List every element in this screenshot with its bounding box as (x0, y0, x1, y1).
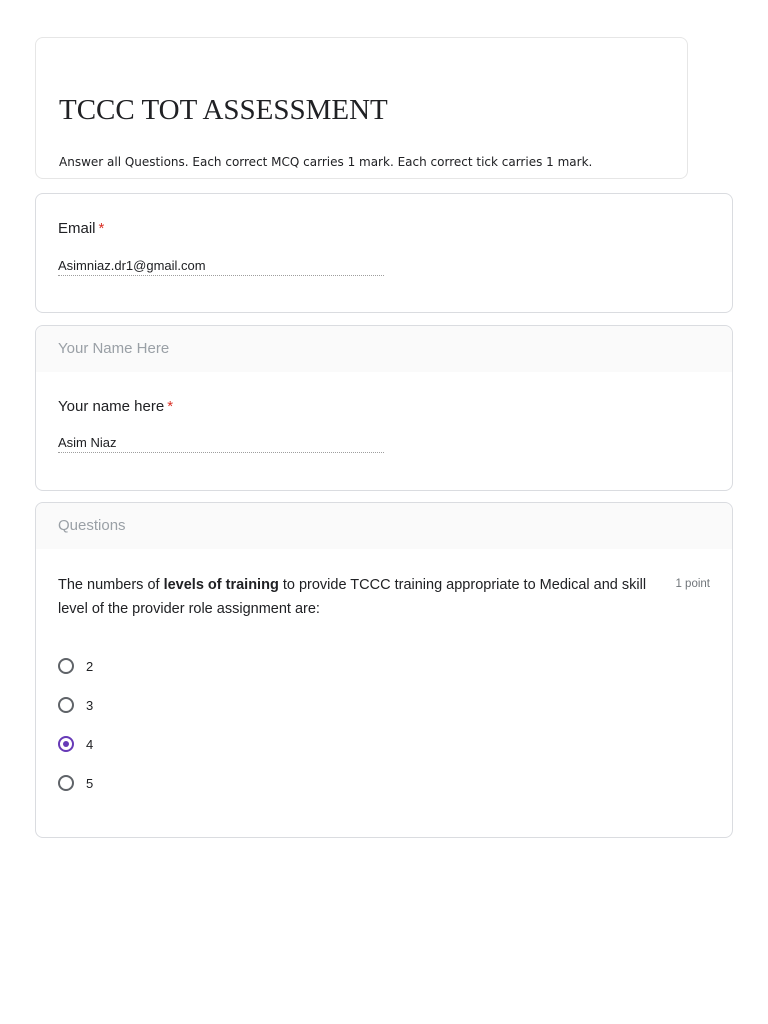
radio-unchecked-icon[interactable] (58, 775, 74, 791)
questions-section-card (35, 502, 733, 838)
question-text-bold: levels of training (163, 577, 279, 593)
option-label: 5 (86, 775, 94, 791)
form-description: Answer all Questions. Each correct MCQ carries 1 mark. Each correct tick carries 1 mark. (59, 155, 593, 169)
required-asterisk: * (98, 220, 105, 237)
section-title: Questions (58, 517, 126, 534)
form-title: TCCC TOT ASSESSMENT (59, 94, 388, 126)
email-field[interactable]: Asimniaz.dr1@gmail.com (58, 258, 384, 276)
name-label: Your name here (58, 398, 165, 415)
option-5[interactable] (58, 772, 93, 794)
question-text (58, 573, 648, 621)
email-label-row (58, 220, 104, 237)
name-field[interactable]: Asim Niaz (58, 435, 384, 453)
radio-unchecked-icon[interactable] (58, 697, 74, 713)
email-label: Email (58, 220, 96, 237)
radio-unchecked-icon[interactable] (58, 658, 74, 674)
option-label: 3 (86, 697, 94, 713)
name-section-card (35, 325, 733, 491)
form-title-card (35, 37, 688, 179)
question-text-start: The numbers of (58, 577, 164, 593)
section-header-questions (36, 503, 732, 549)
section-header-name (36, 326, 732, 372)
option-label: 4 (86, 736, 94, 752)
option-4[interactable] (58, 733, 93, 755)
option-2[interactable] (58, 655, 93, 677)
radio-checked-icon[interactable] (58, 736, 74, 752)
question-points: 1 point (675, 578, 710, 590)
section-title: Your Name Here (58, 340, 170, 357)
option-label: 2 (86, 658, 94, 674)
question-text-end: to provide TCCC training appropriate to Medical and skill level of the provider role assignment are: (58, 577, 647, 617)
name-label-row (58, 398, 173, 415)
option-3[interactable] (58, 694, 93, 716)
email-question-card (35, 193, 733, 313)
required-asterisk: * (167, 398, 174, 415)
